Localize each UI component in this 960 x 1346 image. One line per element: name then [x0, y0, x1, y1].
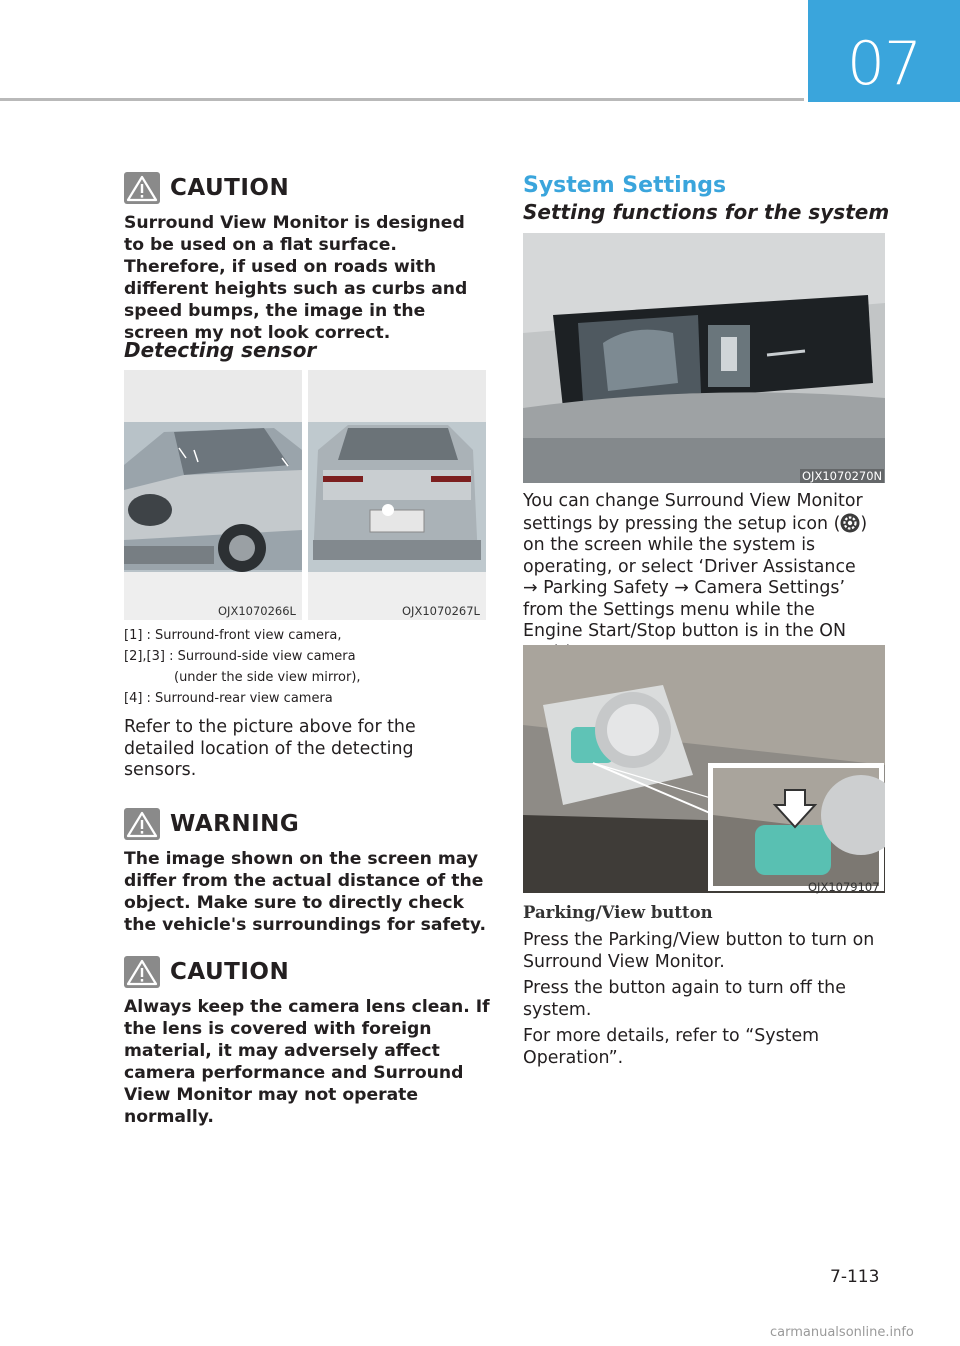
- section-title: System Settings: [523, 173, 727, 198]
- watermark: carmanualsonline.info: [770, 1325, 914, 1340]
- settings-text-start: You can change Surround View Monitor settings by pressing the setup icon (: [523, 491, 863, 534]
- photo2-caption: OJX1070267L: [402, 604, 480, 618]
- warning-triangle-icon: [124, 172, 160, 204]
- chapter-divider: [0, 98, 804, 101]
- caution-text: Surround View Monitor is designed to be used on a flat surface. Therefore, if used on roads with different heights such as curbs and speed bumps, the image in the screen my not look correct.: [124, 213, 468, 343]
- chapter-number: 07: [846, 29, 922, 99]
- parking-view-button-heading: Parking/View button: [523, 903, 713, 922]
- caution-title: CAUTION: [170, 175, 290, 201]
- warning-text: The image shown on the screen may differ from the actual distance of the object. Make sure to directly check the vehicle's surroundings for safety.: [124, 849, 487, 935]
- rear-camera-photo: [308, 370, 486, 620]
- parking-view-button-photo: [523, 645, 885, 893]
- warning-title: WARNING: [170, 811, 300, 837]
- legend-item: [1] : Surround-front view camera,: [124, 628, 342, 643]
- warning-triangle-icon: [124, 808, 160, 840]
- caution-title: CAUTION: [170, 959, 290, 985]
- warning-triangle-icon: [124, 956, 160, 988]
- dashboard-screen-photo: [523, 233, 885, 483]
- caution-text: Always keep the camera lens clean. If the lens is covered with foreign material, it may adversely affect camera performance and Surround View Monitor may not operate normally.: [124, 997, 490, 1127]
- legend-item: [4] : Surround-rear view camera: [124, 691, 333, 706]
- page-number: 7-113: [830, 1267, 880, 1287]
- camera-legend: [124, 625, 490, 709]
- caution-header: [124, 956, 490, 988]
- parking-view-para-2: Press the button again to turn off the system.: [523, 978, 846, 1020]
- parking-view-para-1: Press the Parking/View button to turn on Surround View Monitor.: [523, 930, 875, 972]
- photo4-caption: OJX1079107: [808, 880, 880, 894]
- caution-box-lens: [124, 956, 490, 1128]
- gear-icon: [840, 513, 860, 533]
- subheading: Setting functions for the system: [523, 200, 890, 224]
- caution-box-surface: [124, 172, 490, 344]
- parking-view-para-3: For more details, refer to “System Operation”.: [523, 1026, 820, 1068]
- refer-paragraph: Refer to the picture above for the detailed location of the detecting sensors.: [124, 717, 416, 780]
- front-camera-photo: [124, 370, 302, 620]
- legend-item: [2],[3] : Surround-side view camera: [124, 649, 356, 664]
- chapter-tab: [808, 0, 960, 102]
- warning-box: [124, 808, 490, 936]
- detecting-sensor-heading: Detecting sensor: [124, 338, 317, 362]
- photo3-caption: OJX1070270N: [802, 469, 883, 483]
- settings-text-end: ) on the screen while the system is operating, or select ‘Driver Assistance → Parking Safety → Camera Settings’ from the Settings menu while the Engine Start/Stop button is in the ON: [523, 513, 868, 641]
- warning-header: [124, 808, 490, 840]
- legend-item: (under the side view mirror),: [174, 670, 361, 685]
- caution-header: [124, 172, 490, 204]
- photo1-caption: OJX1070266L: [218, 604, 296, 618]
- settings-paragraph: [523, 491, 875, 664]
